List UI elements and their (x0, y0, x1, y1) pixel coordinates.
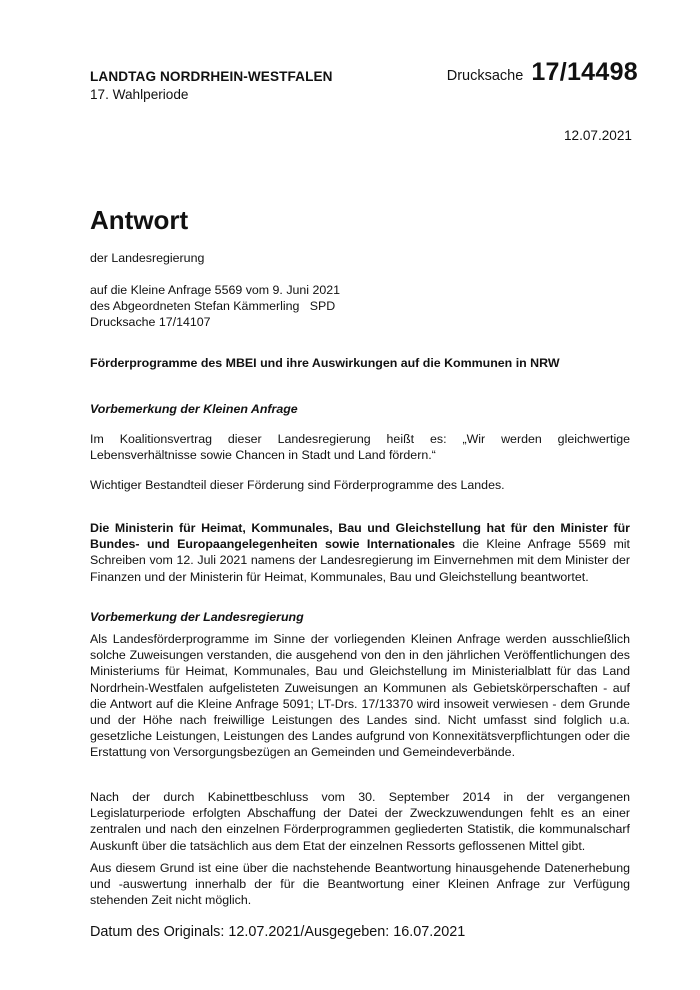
sender: der Landesregierung (90, 251, 205, 265)
page-title: Antwort (90, 205, 189, 235)
document-date: 12.07.2021 (563, 128, 632, 143)
reference-line-1: auf die Kleine Anfrage 5569 vom 9. Juni 2021 (90, 283, 341, 297)
document-number: 17/14498 (531, 58, 638, 86)
reference-line-3: Drucksache 17/14107 (90, 315, 211, 329)
document-number-block (447, 58, 638, 87)
government-preface-paragraph-2: Nach der durch Kabinettbeschluss vom 30. September 2014 in der vergangenen Legislaturperiode erfolgten Abschaffung der Datei der Zweckzuwendungen fehlt es an einer zentralen und nach den einzelnen Förderprogrammen gegliederten Statistik, die kommunalscharf Auskunft über die tatsächlich aus dem Etat der einzelnen Ressorts geflossenen Mittel gibt. (90, 790, 630, 853)
answer-intro-bold: Die Ministerin für Heimat, Kommunales, Bau und Gleichstellung hat für den Minister für Bundes- und Europaangelegenheiten sowie Internationales (90, 521, 630, 552)
question-preface-paragraph-1: Im Koalitionsvertrag dieser Landesregierung heißt es: „Wir werden gleichwertige Lebensverhältnisse sowie Chancen in Stadt und Land fördern.“ (90, 432, 630, 463)
government-preface-paragraph-3: Aus diesem Grund ist eine über die nachstehende Beantwortung hinausgehende Datenerhebung und -auswertung innerhalb der für die Beantwortung einer Kleinen Anfrage zur Verfügung stehenden Zeit nicht möglich. (90, 861, 630, 908)
legislative-period: 17. Wahlperiode (90, 87, 189, 102)
question-preface-paragraph-2: Wichtiger Bestandteil dieser Förderung sind Förderprogramme des Landes. (90, 478, 505, 492)
section-heading-question-preface: Vorbemerkung der Kleinen Anfrage (90, 402, 298, 416)
section-heading-government-preface: Vorbemerkung der Landesregierung (90, 610, 304, 624)
answer-intro-paragraph (90, 520, 630, 585)
document-label: Drucksache (446, 68, 524, 84)
reference-line-2: des Abgeordneten Stefan Kämmerling SPD (90, 299, 336, 313)
subject-heading: Förderprogramme des MBEI und ihre Auswirkungen auf die Kommunen in NRW (90, 356, 560, 370)
government-preface-paragraph-1: Als Landesförderprogramme im Sinne der vorliegenden Kleinen Anfrage werden ausschließlich solche Zuweisungen verstanden, die ausgehend von den in den jährlichen Veröffentlichungen des Ministeriums für Heimat, Kommunales, Bau und Gleichstellung im Ministerialblatt für das Land Nordrhein-Westfalen aufgelisteten Zuweisungen an Kommunen als Gebietskörperschaften - auf die Antwort auf die Kleine Anfrage 5091; LT-Drs. 17/13370 wird insoweit verwiesen - dem Grunde und der Höhe nach freiwillige Leistungen des Landes sind. Nicht umfasst sind folglich u.a. gesetzliche Leistungen, Leistungen des Landes aufgrund von Konnexitätsverpflichtungen oder die Erstattung von Versorgungsbezügen an Gemeinden und Gemeindeverbände. (90, 632, 630, 760)
parliament-name: LANDTAG NORDRHEIN-WESTFALEN (90, 69, 333, 84)
answer-intro-rest: die Kleine Anfrage 5569 mit Schreiben vom 12. Juli 2021 namens der Landesregierung im Einvernehmen mit dem Minister der Finanzen und der Ministerin für Heimat, Kommunales, Bau und Gleichstellung beantwortet. (90, 537, 630, 584)
footer-dates: Datum des Originals: 12.07.2021/Ausgegeben: 16.07.2021 (90, 924, 466, 940)
